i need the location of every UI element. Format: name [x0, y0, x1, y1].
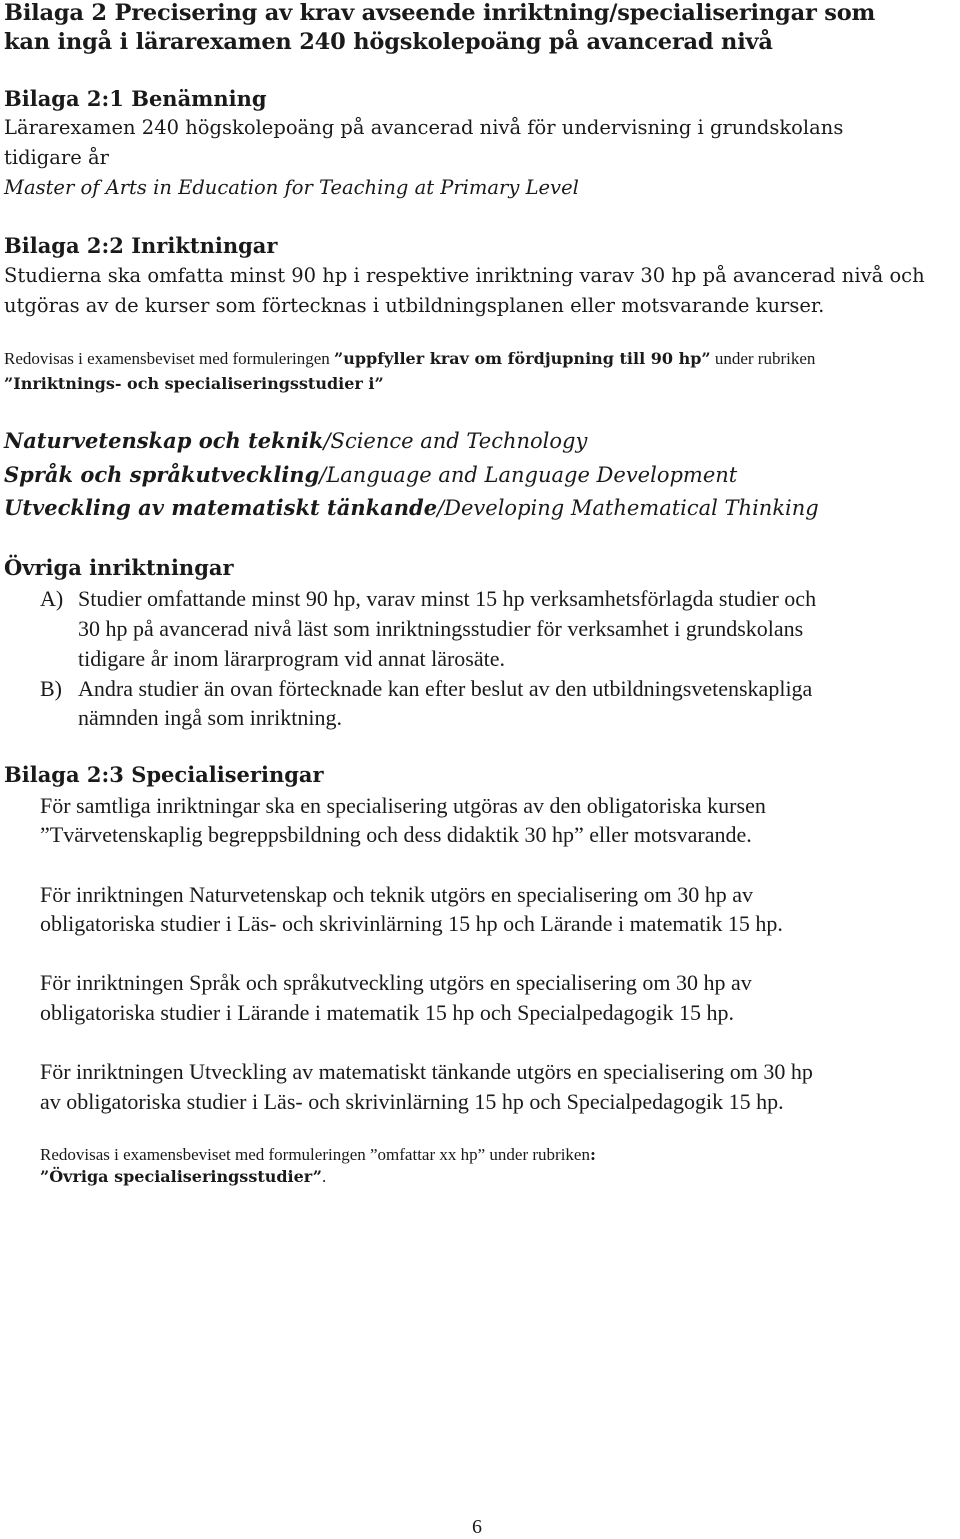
section-heading-inriktningar: Bilaga 2:2 Inriktningar: [4, 233, 278, 258]
section-heading-ovriga: Övriga inriktningar: [4, 555, 234, 580]
specialisering-p3-line-2: obligatoriska studier i Lärande i matematik 15 hp och Specialpedagogik 15 hp.: [40, 1000, 735, 1025]
note-prefix: Redovisas i examensbeviset med formuleringen: [4, 349, 334, 368]
specialisering-p1-line-1: För samtliga inriktningar ska en specialisering utgöras av den obligatoriska kursen: [40, 793, 766, 818]
inriktning-en: /Science and Technology: [323, 429, 588, 453]
note-bold: ”uppfyller krav om fördjupning till 90 hp”: [334, 349, 711, 368]
inriktning-en: /Language and Language Development: [319, 463, 738, 487]
specialisering-note-line-1: [40, 1145, 596, 1165]
note-colon: :: [589, 1145, 596, 1164]
inriktningar-line-1: Studierna ska omfatta minst 90 hp i respektive inriktning varav 30 hp på avancerad nivå och: [4, 264, 925, 287]
note-bold: ”Övriga specialiseringsstudier”: [40, 1167, 323, 1186]
specialisering-p4-line-1: För inriktningen Utveckling av matematiskt tänkande utgörs en specialisering om 30 hp: [40, 1059, 813, 1084]
section-heading-specialiseringar: Bilaga 2:3 Specialiseringar: [4, 762, 324, 787]
section-heading-benamning: Bilaga 2:1 Benämning: [4, 86, 267, 111]
specialisering-p3-line-1: För inriktningen Språk och språkutveckling utgörs en specialisering om 30 hp av: [40, 970, 752, 995]
specialisering-note-line-2: [40, 1167, 326, 1187]
document-title-line-2: kan ingå i lärarexamen 240 högskolepoäng på avancerad nivå: [4, 29, 773, 55]
specialisering-p2-line-1: För inriktningen Naturvetenskap och teknik utgörs en specialisering om 30 hp av: [40, 882, 754, 907]
inriktning-en: /Developing Mathematical Thinking: [437, 496, 819, 520]
list-marker-b: B): [40, 676, 62, 701]
inriktningar-line-2: utgöras av de kurser som förtecknas i utbildningsplanen eller motsvarande kurser.: [4, 294, 825, 317]
benamning-line-2: tidigare år: [4, 146, 109, 169]
specialisering-p2-line-2: obligatoriska studier i Läs- och skrivinlärning 15 hp och Lärande i matematik 15 hp.: [40, 911, 783, 936]
inriktning-sv: Utveckling av matematiskt tänkande: [4, 495, 438, 520]
ovriga-a-line-3: tidigare år inom lärarprogram vid annat lärosäte.: [78, 646, 505, 671]
specialisering-p1-line-2: ”Tvärvetenskaplig begreppsbildning och dess didaktik 30 hp” eller motsvarande.: [40, 822, 752, 847]
ovriga-b-line-2: nämnden ingå som inriktning.: [78, 705, 342, 730]
note-suffix: under rubriken: [710, 349, 816, 368]
inriktningar-note-line-2: ”Inriktnings- och specialiseringsstudier i”: [4, 374, 384, 393]
specialisering-p4-line-2: av obligatoriska studier i Läs- och skrivinlärning 15 hp och Specialpedagogik 15 hp.: [40, 1089, 784, 1114]
benamning-line-1: Lärarexamen 240 högskolepoäng på avancerad nivå för undervisning i grundskolans: [4, 116, 844, 139]
inriktning-item-3: [4, 495, 819, 520]
ovriga-a-line-1: Studier omfattande minst 90 hp, varav minst 15 hp verksamhetsförlagda studier och: [78, 586, 817, 611]
note-text: Redovisas i examensbeviset med formuleringen ”omfattar xx hp” under rubriken: [40, 1145, 590, 1164]
inriktning-item-2: [4, 462, 737, 487]
ovriga-a-line-2: 30 hp på avancerad nivå läst som inriktningsstudier för verksamhet i grundskolans: [78, 616, 804, 641]
inriktning-item-1: [4, 428, 587, 453]
inriktningar-note-line-1: [4, 349, 815, 369]
note-end: .: [322, 1167, 327, 1186]
inriktning-sv: Språk och språkutveckling: [4, 462, 320, 487]
list-marker-a: A): [40, 586, 64, 611]
page-number: 6: [472, 1516, 482, 1538]
inriktning-sv: Naturvetenskap och teknik: [4, 428, 324, 453]
ovriga-b-line-1: Andra studier än ovan förtecknade kan efter beslut av den utbildningsvetenskapliga: [78, 676, 813, 701]
benamning-english: Master of Arts in Education for Teaching at Primary Level: [4, 176, 579, 199]
document-title-line-1: Bilaga 2 Precisering av krav avseende inriktning/specialiseringar som: [4, 0, 876, 26]
